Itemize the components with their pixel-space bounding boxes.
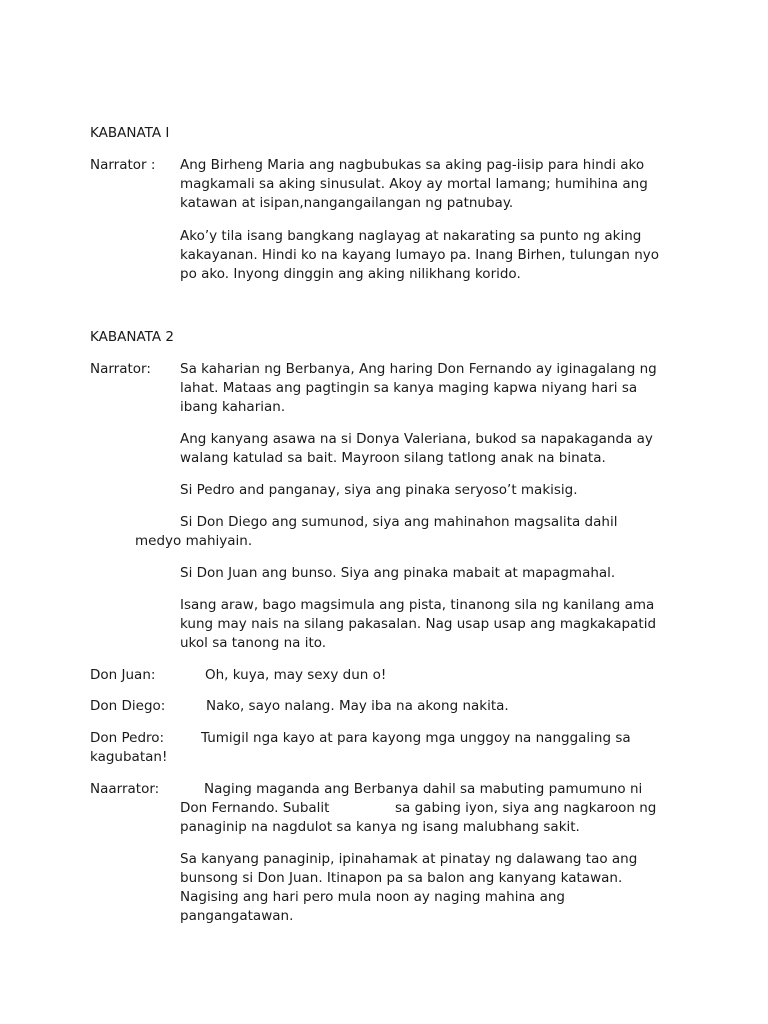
text-line: Ang Birheng Maria ang nagbubukas sa aking pag-iisip para hindi ako: [180, 157, 645, 173]
dialogue-speaker: Don Pedro:: [90, 730, 165, 746]
chapter-2-paragraph-2: [180, 430, 680, 468]
text-line: Si Pedro and panganay, siya ang pinaka seryoso’t makisig.: [180, 482, 578, 498]
text-line: sa gabing iyon, siya ang nagkaroon ng: [395, 800, 657, 816]
chapter-2-paragraph-3: [180, 481, 680, 500]
chapter-2-speaker: Narrator:: [90, 361, 151, 377]
text-line: kung may nais na silang pakasalan. Nag usap usap ang magkakapatid: [180, 616, 657, 632]
text-line: Sa kanyang panaginip, ipinahamak at pinatay ng dalawang tao ang: [180, 851, 638, 867]
chapter-1-speaker: Narrator :: [90, 157, 156, 173]
text-line: Isang araw, bago magsimula ang pista, tinanong sila ng kanilang ama: [180, 597, 655, 613]
chapter-1-paragraph-2: [180, 227, 680, 284]
text-line: Ang kanyang asawa na si Donya Valeriana, bukod sa napakaganda ay: [180, 431, 653, 447]
chapter-2-paragraph-5: [180, 564, 680, 583]
dialogue-text: Nako, sayo nalang. May iba na akong nakita.: [206, 698, 509, 714]
chapter-1-paragraph-1: [180, 156, 680, 213]
text-line: magkamali sa aking sinusulat. Akoy ay mortal lamang; humihina ang: [180, 176, 648, 192]
dialogue-text: Tumigil nga kayo at para kayong mga unggoy na nanggaling sa: [201, 730, 631, 746]
narrator-speaker: Naarrator:: [90, 781, 160, 797]
dialogue-speaker: Don Juan:: [90, 667, 156, 683]
text-line: Sa kaharian ng Berbanya, Ang haring Don Fernando ay iginagalang ng: [180, 361, 657, 377]
text-line: po ako. Inyong dinggin ang aking nilikhang korido.: [180, 266, 521, 282]
chapter-2-paragraph-1: [180, 360, 680, 417]
chapter-2-heading: KABANATA 2: [90, 329, 174, 345]
text-line: Si Don Juan ang bunso. Siya ang pinaka mabait at mapagmahal.: [180, 565, 616, 581]
text-line: lahat. Mataas ang pagtingin sa kanya maging kapwa niyang hari sa: [180, 380, 638, 396]
text-line: pangangatawan.: [180, 908, 294, 924]
dialogue-continuation: kagubatan!: [90, 749, 168, 765]
text-line: walang katulad sa bait. Mayroon silang tatlong anak na binata.: [180, 450, 606, 466]
dialogue-speaker: Don Diego:: [90, 698, 166, 714]
text-line: ukol sa tanong na ito.: [180, 635, 327, 651]
text-line: Naging maganda ang Berbanya dahil sa mabuting pamumuno ni: [204, 781, 643, 797]
text-line: kakayanan. Hindi ko na kayang lumayo pa. Inang Birhen, tulungan nyo: [180, 247, 659, 263]
dialogue-text: Oh, kuya, may sexy dun o!: [205, 667, 387, 683]
text-line: panaginip na nagdulot sa kanya ng isang malubhang sakit.: [180, 819, 580, 835]
text-line: Si Don Diego ang sumunod, siya ang mahinahon magsalita dahil: [180, 514, 618, 530]
text-line: medyo mahiyain.: [135, 533, 253, 549]
narrator-paragraph-2: [180, 850, 680, 926]
text-line: Don Fernando. Subalit: [180, 800, 330, 816]
chapter-1-heading: KABANATA I: [90, 125, 170, 141]
text-line: ibang kaharian.: [180, 399, 286, 415]
text-line: katawan at isipan,nangangailangan ng patnubay.: [180, 195, 514, 211]
chapter-2-paragraph-6: [180, 596, 680, 653]
text-line: bunsong si Don Juan. Itinapon pa sa balon ang kanyang katawan.: [180, 870, 623, 886]
text-line: Ako’y tila isang bangkang naglayag at nakarating sa punto ng aking: [180, 228, 642, 244]
text-line: Nagising ang hari pero mula noon ay naging mahina ang: [180, 889, 565, 905]
